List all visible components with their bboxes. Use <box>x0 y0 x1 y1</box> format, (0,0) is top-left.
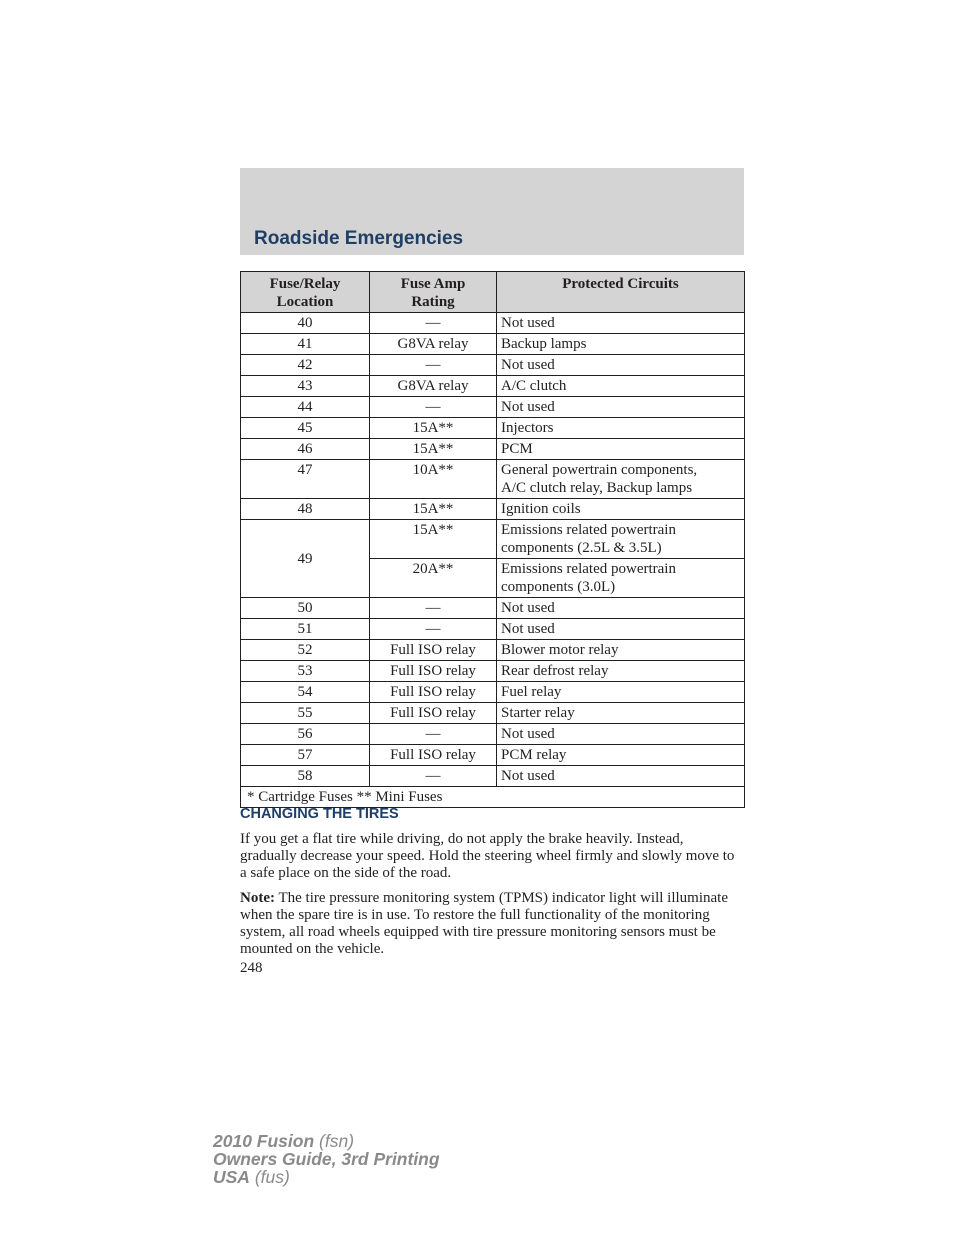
table-row <box>241 520 745 559</box>
cell-circuit: Fuel relay <box>497 682 745 703</box>
note-text: The tire pressure monitoring system (TPMS) indicator light will illuminate when the spare tire is in use. To restore the full functionality of the monitoring system, all road wheels equipped with tire pressure monitoring sensors must be mounted on the vehicle. <box>240 890 728 957</box>
footer-line-2: Owners Guide, 3rd Printing <box>213 1149 440 1169</box>
cell-rating: — <box>370 724 497 745</box>
cell-circuit: Emissions related powertrain components (3.0L) <box>497 559 745 598</box>
cell-circuit: PCM <box>497 439 745 460</box>
cell-rating: Full ISO relay <box>370 661 497 682</box>
cell-circuit: Not used <box>497 355 745 376</box>
cell-rating: 15A** <box>370 499 497 520</box>
fuse-table <box>240 271 745 808</box>
cell-location: 41 <box>241 334 370 355</box>
table-row <box>241 703 745 724</box>
cell-location: 58 <box>241 766 370 787</box>
cell-circuit: Rear defrost relay <box>497 661 745 682</box>
cell-rating: G8VA relay <box>370 334 497 355</box>
table-row <box>241 745 745 766</box>
cell-rating: — <box>370 766 497 787</box>
table-row <box>241 376 745 397</box>
table-row <box>241 766 745 787</box>
cell-rating: G8VA relay <box>370 376 497 397</box>
table-header-row <box>241 272 745 313</box>
table-row <box>241 439 745 460</box>
cell-location: 57 <box>241 745 370 766</box>
tires-heading: CHANGING THE TIRES <box>240 806 399 822</box>
table-row <box>241 460 745 499</box>
cell-rating: Full ISO relay <box>370 703 497 724</box>
cell-location: 40 <box>241 313 370 334</box>
cell-location: 52 <box>241 640 370 661</box>
cell-location: 53 <box>241 661 370 682</box>
cell-circuit: Not used <box>497 766 745 787</box>
cell-rating: 15A** <box>370 439 497 460</box>
table-row <box>241 355 745 376</box>
table-row <box>241 499 745 520</box>
section-title: Roadside Emergencies <box>254 228 464 249</box>
header-location: Fuse/Relay Location <box>241 272 370 313</box>
cell-rating: 10A** <box>370 460 497 499</box>
footer-line-3: USA (fus) <box>213 1167 290 1187</box>
table-row <box>241 682 745 703</box>
cell-circuit: General powertrain components, A/C clutch relay, Backup lamps <box>497 460 745 499</box>
note-label: Note: <box>240 890 275 906</box>
footer-line-1: 2010 Fusion (fsn) <box>213 1131 355 1151</box>
table-row <box>241 334 745 355</box>
cell-location: 48 <box>241 499 370 520</box>
cell-location: 44 <box>241 397 370 418</box>
cell-circuit: Backup lamps <box>497 334 745 355</box>
cell-circuit: Blower motor relay <box>497 640 745 661</box>
cell-location: 54 <box>241 682 370 703</box>
table-row <box>241 640 745 661</box>
tires-note <box>240 890 740 958</box>
cell-location: 51 <box>241 619 370 640</box>
tires-paragraph: If you get a flat tire while driving, do not apply the brake heavily. Instead, gradually decrease your speed. Hold the steering wheel firmly and slowly move to a safe place on the side of the road. <box>240 831 735 881</box>
footer <box>213 1132 440 1186</box>
table-row <box>241 661 745 682</box>
cell-circuit: Not used <box>497 397 745 418</box>
cell-rating: Full ISO relay <box>370 640 497 661</box>
header-circuits: Protected Circuits <box>497 272 745 313</box>
table-row <box>241 397 745 418</box>
cell-location: 46 <box>241 439 370 460</box>
cell-circuit: A/C clutch <box>497 376 745 397</box>
cell-circuit: Ignition coils <box>497 499 745 520</box>
cell-location: 49 <box>241 520 370 598</box>
table-row <box>241 619 745 640</box>
cell-location: 42 <box>241 355 370 376</box>
cell-rating: — <box>370 313 497 334</box>
cell-circuit: Not used <box>497 724 745 745</box>
cell-circuit: Not used <box>497 313 745 334</box>
table-row <box>241 418 745 439</box>
table-row <box>241 313 745 334</box>
cell-rating: — <box>370 397 497 418</box>
cell-rating: Full ISO relay <box>370 682 497 703</box>
table-footnote: * Cartridge Fuses ** Mini Fuses <box>241 787 745 808</box>
cell-location: 55 <box>241 703 370 724</box>
cell-circuit: Not used <box>497 598 745 619</box>
table-footnote-row <box>241 787 745 808</box>
cell-circuit: Starter relay <box>497 703 745 724</box>
cell-circuit: Emissions related powertrain components (2.5L & 3.5L) <box>497 520 745 559</box>
cell-location: 43 <box>241 376 370 397</box>
table-row <box>241 724 745 745</box>
cell-circuit: Not used <box>497 619 745 640</box>
cell-rating: 15A** <box>370 520 497 559</box>
cell-rating: Full ISO relay <box>370 745 497 766</box>
cell-rating: 15A** <box>370 418 497 439</box>
cell-rating: — <box>370 619 497 640</box>
cell-location: 50 <box>241 598 370 619</box>
page-number: 248 <box>240 960 263 976</box>
table-row <box>241 598 745 619</box>
cell-rating: — <box>370 598 497 619</box>
cell-rating: — <box>370 355 497 376</box>
cell-location: 45 <box>241 418 370 439</box>
cell-rating: 20A** <box>370 559 497 598</box>
cell-circuit: Injectors <box>497 418 745 439</box>
cell-circuit: PCM relay <box>497 745 745 766</box>
cell-location: 56 <box>241 724 370 745</box>
header-rating: Fuse Amp Rating <box>370 272 497 313</box>
cell-location: 47 <box>241 460 370 499</box>
